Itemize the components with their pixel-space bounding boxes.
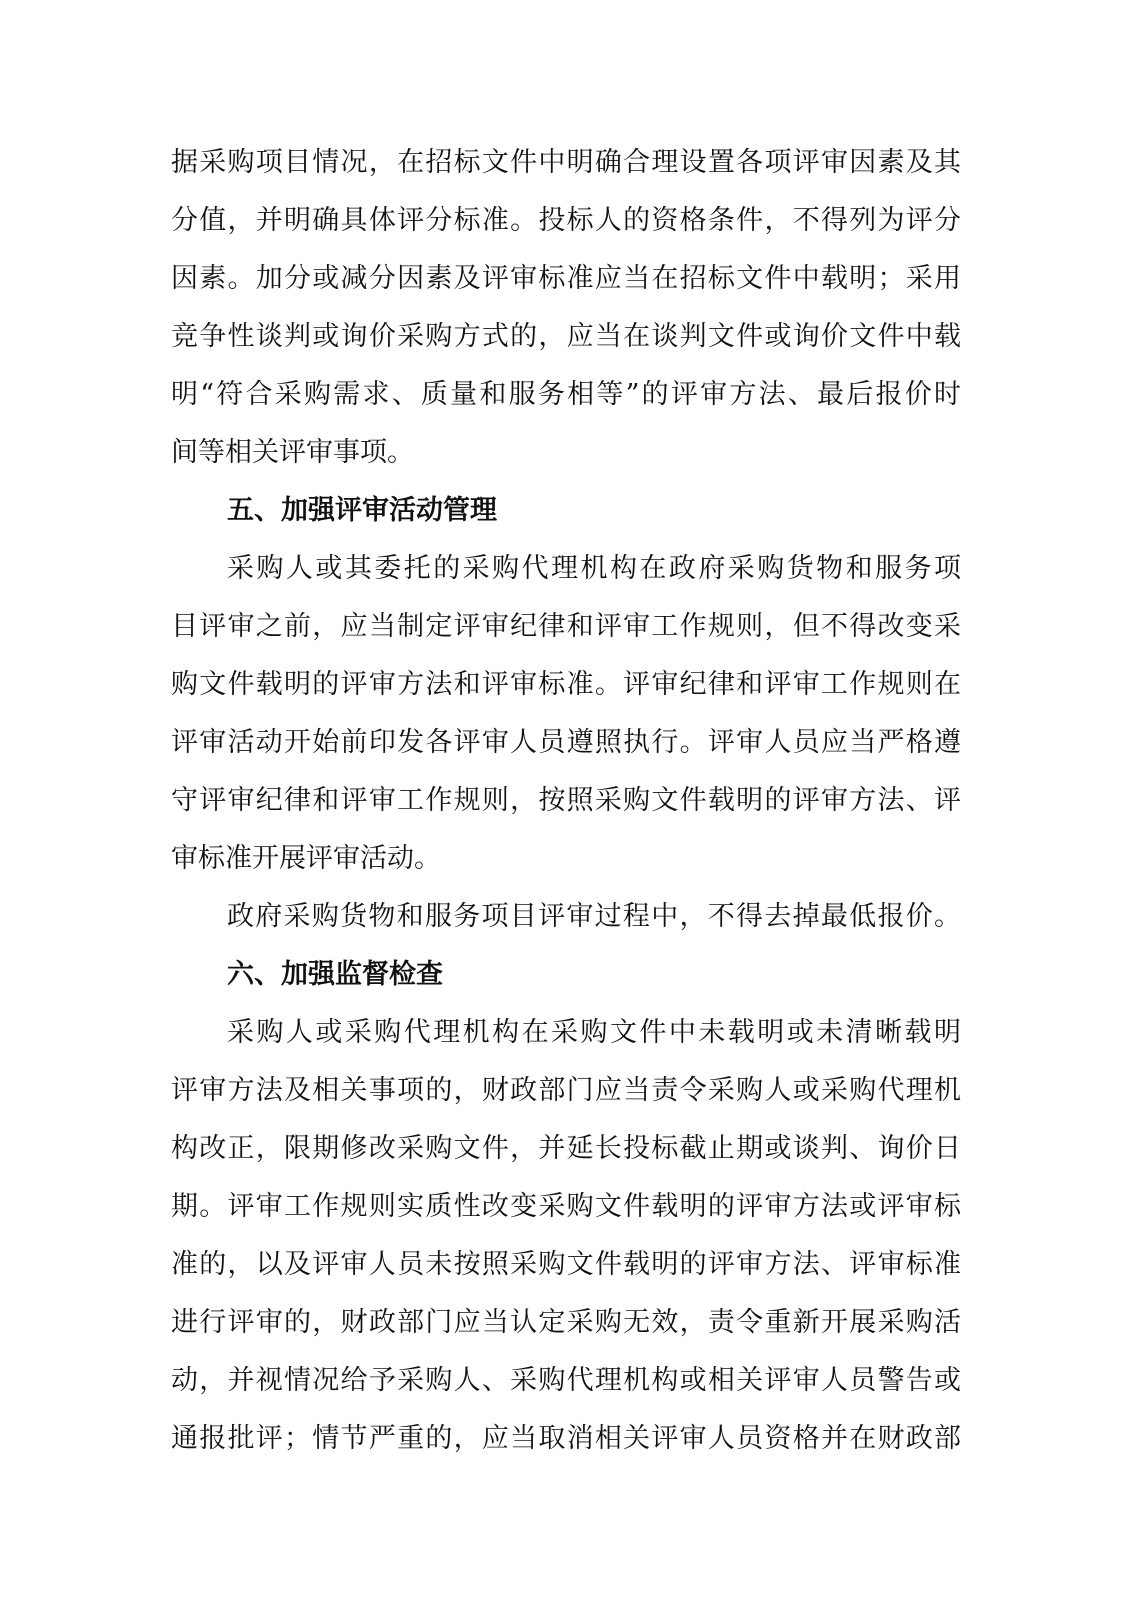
paragraph-line: 准的，以及评审人员未按照采购文件载明的评审方法、评审标准: [171, 1249, 961, 1280]
paragraph-line: 审标准开展评审活动。: [171, 843, 441, 874]
paragraph-line: 进行评审的，财政部门应当认定采购无效，责令重新开展采购活: [171, 1307, 961, 1338]
paragraph-line: 评审活动开始前印发各评审人员遵照执行。评审人员应当严格遵: [171, 727, 961, 758]
paragraph-line: 间等相关评审事项。: [171, 437, 414, 468]
paragraph-line: 据采购项目情况，在招标文件中明确合理设置各项评审因素及其: [171, 147, 961, 178]
paragraph-line: 期。评审工作规则实质性改变采购文件载明的评审方法或评审标: [171, 1191, 961, 1222]
paragraph-line: 购文件载明的评审方法和评审标准。评审纪律和评审工作规则在: [171, 669, 961, 700]
section-heading: 六、加强监督检查: [227, 959, 443, 990]
paragraph-line: 动，并视情况给予采购人、采购代理机构或相关评审人员警告或: [171, 1365, 961, 1396]
paragraph-line: 通报批评；情节严重的，应当取消相关评审人员资格并在财政部: [171, 1423, 961, 1454]
paragraph-line: 采购人或其委托的采购代理机构在政府采购货物和服务项: [227, 553, 961, 584]
paragraph-line: 分值，并明确具体评分标准。投标人的资格条件，不得列为评分: [171, 205, 961, 236]
paragraph-line: 因素。加分或减分因素及评审标准应当在招标文件中载明；采用: [171, 263, 961, 294]
paragraph-line: 采购人或采购代理机构在采购文件中未载明或未清晰载明: [227, 1017, 961, 1048]
paragraph-line: 明“符合采购需求、质量和服务相等”的评审方法、最后报价时: [171, 379, 961, 410]
section-heading: 五、加强评审活动管理: [227, 495, 497, 526]
paragraph-line: 评审方法及相关事项的，财政部门应当责令采购人或采购代理机: [171, 1075, 961, 1106]
paragraph-line: 构改正，限期修改采购文件，并延长投标截止期或谈判、询价日: [171, 1133, 961, 1164]
paragraph-line: 守评审纪律和评审工作规则，按照采购文件载明的评审方法、评: [171, 785, 961, 816]
paragraph-line: 目评审之前，应当制定评审纪律和评审工作规则，但不得改变采: [171, 611, 961, 642]
paragraph-line: 政府采购货物和服务项目评审过程中，不得去掉最低报价。: [227, 901, 961, 932]
paragraph-line: 竞争性谈判或询价采购方式的，应当在谈判文件或询价文件中载: [171, 321, 961, 352]
